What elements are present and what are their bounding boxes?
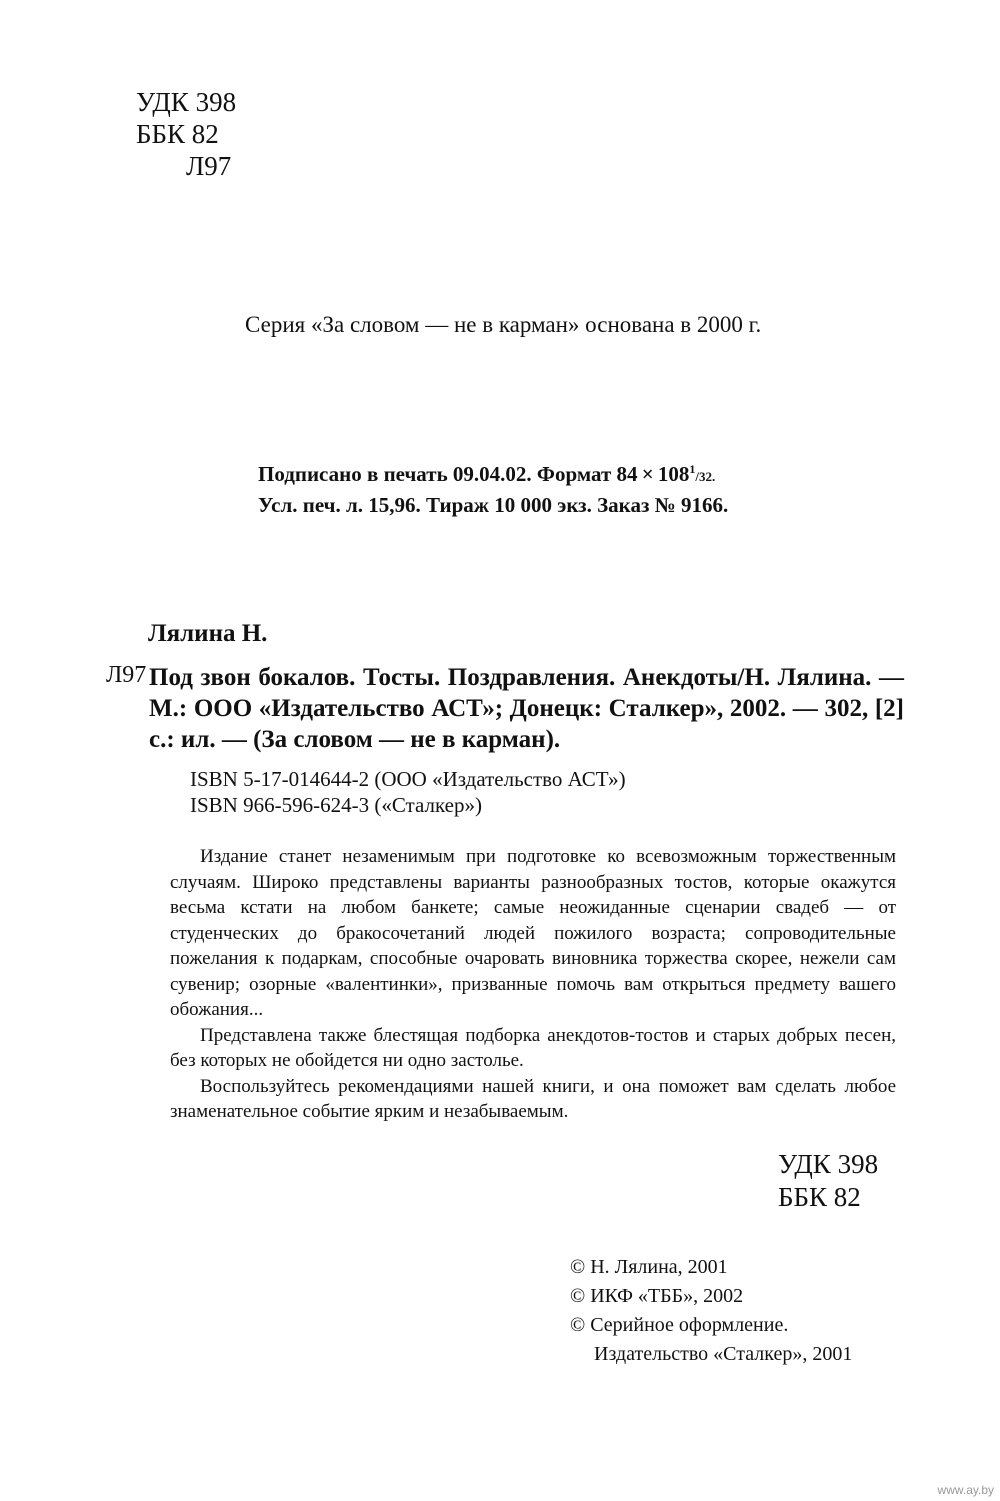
series-note: Серия «За словом — не в карман» основана в 2000 г.	[245, 312, 762, 337]
isbn-ast: ISBN 5-17-014644-2 (ООО «Издательство АСТ»)	[190, 767, 626, 791]
udk-code: УДК 398	[136, 87, 237, 117]
classification-codes-top	[136, 86, 236, 182]
copyright-block	[570, 1253, 852, 1369]
copyright-series-design: © Серийное оформление.	[570, 1314, 789, 1336]
annotation	[170, 844, 896, 1125]
imprint-format-sup: 1	[689, 462, 696, 476]
watermark: www.ay.by	[937, 1483, 994, 1497]
imprint-format: Подписано в печать 09.04.02. Формат 84 × 108	[258, 462, 690, 486]
record-code: Л97	[106, 662, 147, 688]
udk-code-bottom: УДК 398	[778, 1149, 879, 1179]
copyright-author: © Н. Лялина, 2001	[570, 1256, 728, 1278]
classification-codes-bottom	[778, 1148, 878, 1214]
imprint-line-2: Усл. печ. л. 15,96. Тираж 10 000 экз. Заказ № 9166.	[258, 493, 729, 517]
bbk-code-bottom: ББК 82	[778, 1182, 861, 1212]
annotation-paragraph: Представлена также блестящая подборка анекдотов-тостов и старых добрых песен, без которых не обойдется ни одно застолье.	[170, 1024, 896, 1071]
annotation-paragraph: Воспользуйтесь рекомендациями нашей книги, и она поможет вам сделать любое знаменательное событие ярким и незабываемым.	[170, 1075, 896, 1122]
imprint-info	[258, 455, 728, 519]
record-author: Лялина Н.	[148, 620, 268, 647]
bbk-code: ББК 82	[136, 119, 219, 149]
imprint-line-1	[258, 455, 728, 491]
imprint-format-sub: /32.	[695, 469, 716, 484]
author-mark: Л97	[186, 151, 232, 181]
copyright-publisher: Издательство «Сталкер», 2001	[594, 1343, 853, 1365]
isbn-list	[190, 766, 626, 818]
annotation-paragraph: Издание станет незаменимым при подготовке ко всевозможным торжественным случаям. Широко представлены варианты разнообразных тостов, которые окажутся весьма кстати на любом банкете; самые неожиданные сценарии свадеб — от студенческих до бракосочетаний людей пожилого возраста; сопроводительные пожелания к подаркам, способные очаровать виновника торжества скорее, нежели сам сувенир; озорные «валентинки», призванные помочь вам открыться предмету вашего обожания...	[170, 846, 896, 1020]
isbn-stalker: ISBN 966-596-624-3 («Сталкер»)	[190, 793, 482, 817]
copyright-ikf: © ИКФ «ТББ», 2002	[570, 1285, 744, 1307]
bibliographic-description: Под звон бокалов. Тосты. Поздравления. Анекдоты/Н. Лялина. — М.: ООО «Издательство АСТ»; Донецк: Сталкер», 2002. — 302, [2] с.: ил. — (За словом — не в карман).	[149, 664, 904, 753]
